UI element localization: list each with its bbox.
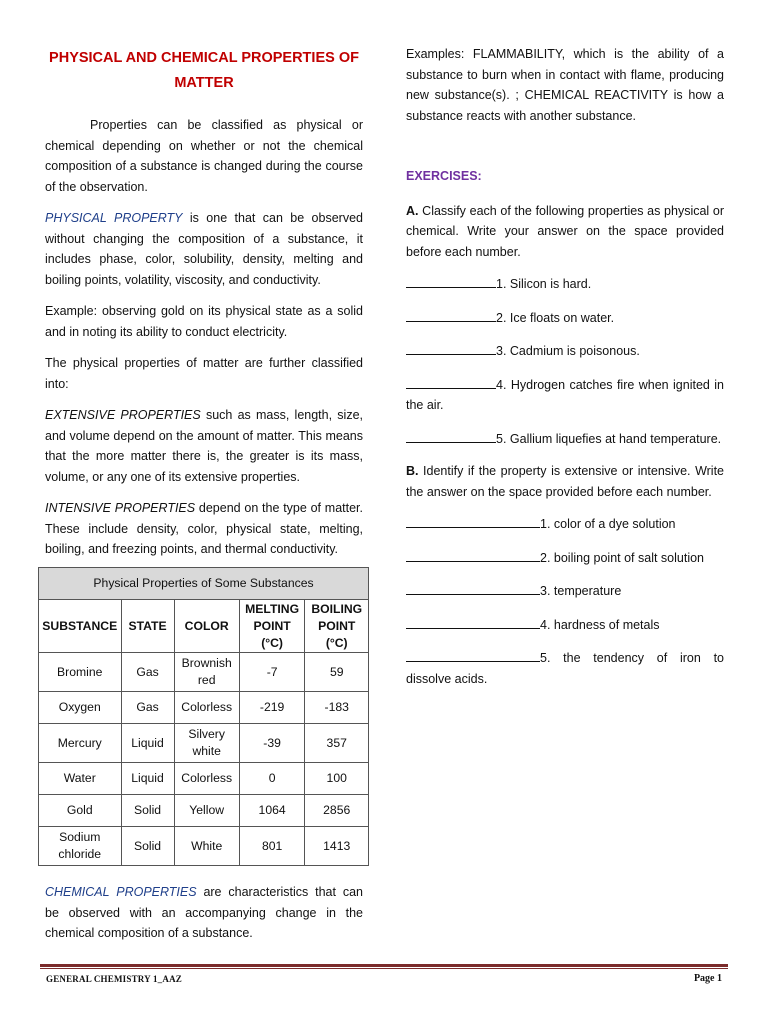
table-cell: -219 — [239, 692, 305, 724]
right-column — [406, 44, 724, 701]
chemical-properties-block — [45, 882, 363, 955]
left-column — [45, 46, 363, 571]
part-b-item-text: 3. temperature — [540, 584, 622, 598]
table-cell: Gas — [121, 692, 174, 724]
footer-rule — [40, 964, 728, 967]
example-gold-paragraph: Example: observing gold on its physical state as a solid and in noting its ability to conduct electricity. — [45, 304, 363, 339]
table-row — [39, 763, 369, 795]
part-b-item — [406, 647, 724, 689]
table-cell: Oxygen — [39, 692, 122, 724]
part-a-item-text: 3. Cadmium is poisonous. — [496, 344, 640, 358]
part-b-text: Identify if the property is extensive or intensive. Write the answer on the space provided before each number. — [406, 464, 724, 499]
physical-property-term: PHYSICAL PROPERTY — [45, 211, 183, 225]
table-cell: Colorless — [174, 692, 239, 724]
part-b-item-text: 2. boiling point of salt solution — [540, 550, 704, 565]
part-b-label: B. — [406, 464, 419, 478]
footer-rule-thin — [40, 968, 728, 969]
table-cell: 1413 — [305, 827, 369, 866]
table-cell: 801 — [239, 827, 305, 866]
part-a-item — [406, 340, 724, 362]
answer-blank[interactable] — [406, 580, 540, 595]
table-header-cell: SUBSTANCE — [39, 600, 122, 653]
table-cell: Sodium chloride — [39, 827, 122, 866]
answer-blank[interactable] — [406, 428, 496, 443]
part-b-item-text: 4. hardness of metals — [540, 617, 660, 632]
intensive-text: depend on the type of matter. These include density, color, physical state, melting, boiling, and freezing points, and thermal conductivity. — [45, 501, 363, 556]
table-cell: 1064 — [239, 795, 305, 827]
table-header-cell: MELTING POINT (°C) — [239, 600, 305, 653]
table-cell: 100 — [305, 763, 369, 795]
table-cell: 2856 — [305, 795, 369, 827]
table-cell: Gold — [39, 795, 122, 827]
table-cell: White — [174, 827, 239, 866]
footer-course: GENERAL CHEMISTRY 1_AAZ — [46, 974, 182, 984]
table-header-row — [39, 600, 369, 653]
part-a-label: A. — [406, 203, 419, 218]
properties-table — [38, 567, 369, 866]
answer-blank[interactable] — [406, 374, 496, 389]
table-cell: 357 — [305, 724, 369, 763]
extensive-text: such as mass, length, size, and volume depend on the amount of matter. This means that the more matter there is, the greater is its mass, volume, or any one of its extensive properties. — [45, 408, 363, 484]
table-cell: Liquid — [121, 724, 174, 763]
chemical-properties-term: CHEMICAL PROPERTIES — [45, 885, 197, 899]
table-cell: Silvery white — [174, 724, 239, 763]
table-row — [39, 827, 369, 866]
exercises-heading: EXERCISES: — [406, 169, 482, 183]
answer-blank[interactable] — [406, 647, 540, 662]
intro-paragraph: Properties can be classified as physical or chemical depending on whether or not the chemical composition of a substance is changed during the course of the observation. — [45, 118, 363, 194]
part-b-item — [406, 580, 724, 602]
part-b-item-text: 1. color of a dye solution — [540, 517, 676, 531]
footer-page-number: Page 1 — [693, 973, 722, 984]
table-cell: Solid — [121, 827, 174, 866]
part-b-item — [406, 513, 724, 535]
table-cell: Solid — [121, 795, 174, 827]
part-b-instruction — [406, 461, 724, 502]
extensive-term: EXTENSIVE PROPERTIES — [45, 408, 201, 422]
part-a-item — [406, 307, 724, 329]
part-b-item-text: 5. the tendency of iron to dissolve acids. — [406, 651, 724, 686]
table-row — [39, 653, 369, 692]
answer-blank[interactable] — [406, 513, 540, 528]
part-a-text: Classify each of the following properties as physical or chemical. Write your answer on the space provided before each number. — [406, 203, 724, 259]
table-row — [39, 692, 369, 724]
physical-property-paragraph — [45, 208, 363, 290]
table-cell: Brownish red — [174, 653, 239, 692]
table-cell: Gas — [121, 653, 174, 692]
table-cell: -183 — [305, 692, 369, 724]
table-cell: Mercury — [39, 724, 122, 763]
table-cell: 0 — [239, 763, 305, 795]
answer-blank[interactable] — [406, 273, 496, 288]
table-row — [39, 724, 369, 763]
part-a-item-text: 4. Hydrogen catches fire when ignited in the air. — [406, 377, 724, 412]
table-header-cell: BOILING POINT (°C) — [305, 600, 369, 653]
table-cell: -7 — [239, 653, 305, 692]
part-b-item — [406, 547, 724, 569]
answer-blank[interactable] — [406, 547, 540, 562]
part-a-item — [406, 374, 724, 416]
chemical-properties-text: are characteristics that can be observed with an accompanying change in the chemical composition of a substance. — [45, 885, 363, 940]
intensive-paragraph — [45, 498, 363, 560]
further-classified-paragraph: The physical properties of matter are further classified into: — [45, 356, 363, 391]
part-a-item-text: 2. Ice floats on water. — [496, 310, 615, 325]
intensive-term: INTENSIVE PROPERTIES — [45, 501, 196, 515]
table-cell: Bromine — [39, 653, 122, 692]
table-header-cell: COLOR — [174, 600, 239, 653]
table-cell: Liquid — [121, 763, 174, 795]
examples-paragraph: Examples: FLAMMABILITY, which is the ability of a substance to burn when in contact with flame, producing new substance(s). ; CHEMICAL REACTIVITY is how a substance reacts with another substance. — [406, 47, 724, 123]
part-a-item — [406, 428, 724, 450]
table-cell: -39 — [239, 724, 305, 763]
table-cell: 59 — [305, 653, 369, 692]
table-cell: Colorless — [174, 763, 239, 795]
part-a-item-text: 5. Gallium liquefies at hand temperature. — [496, 431, 722, 446]
part-a-item — [406, 273, 724, 295]
page-title: PHYSICAL AND CHEMICAL PROPERTIES OF MATTER — [49, 50, 359, 91]
table-cell: Water — [39, 763, 122, 795]
table-caption: Physical Properties of Some Substances — [39, 568, 369, 600]
answer-blank[interactable] — [406, 340, 496, 355]
table-header-cell: STATE — [121, 600, 174, 653]
physical-property-text: is one that can be observed without changing the composition of a substance, it includes phase, color, solubility, density, melting and boiling points, volatility, viscosity, and conductivity. — [45, 211, 363, 287]
extensive-paragraph — [45, 405, 363, 487]
answer-blank[interactable] — [406, 307, 496, 322]
part-a-instruction — [406, 201, 724, 263]
table-cell: Yellow — [174, 795, 239, 827]
chemical-properties-paragraph — [45, 882, 363, 944]
part-b-item — [406, 614, 724, 636]
table-row — [39, 795, 369, 827]
answer-blank[interactable] — [406, 614, 540, 629]
part-a-item-text: 1. Silicon is hard. — [496, 277, 592, 291]
